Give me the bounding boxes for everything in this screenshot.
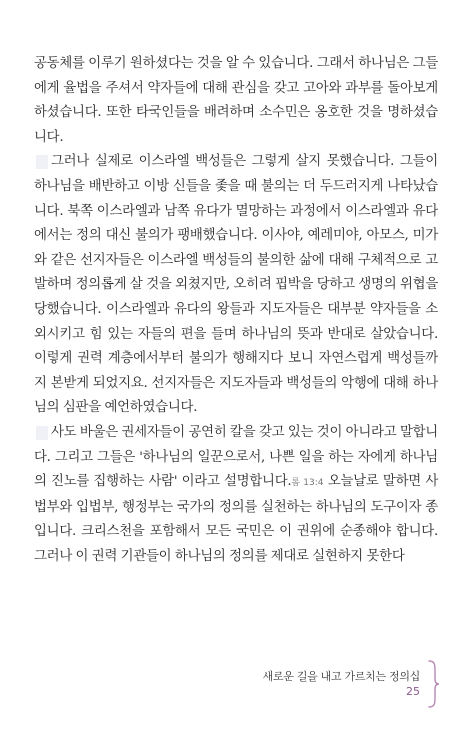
paragraph-1: 공동체를 이루기 원하셨다는 것을 알 수 있습니다. 그래서 하나님은 그들에게 율법을 주셔서 약자들에 대해 관심을 갖고 고아와 과부를 돌아보게 하셨습니다. 또한 타국인들을 배려하며 소수민은 옹호한 것을 명하셨습니다. [34,56,438,145]
scripture-reference: 롬 13:4 [291,478,324,489]
paragraph-3-text: 사도 바울은 권세자들이 공연히 칼을 갖고 있는 것이 아니라고 말합니다. 그리고 그들은 '하나님의 일꾼으로서, 나쁜 일을 하는 자에게 하나님의 진노를 집행하는 사람' 이라고 설명합니다. [34,424,438,490]
paragraph-marker [36,155,48,169]
running-title: 새로운 길을 내고 가르치는 정의십 [262,670,420,683]
body-text [34,52,438,569]
paragraph-2-text: 그러나 실제로 이스라엘 백성들은 그렇게 살지 못했습니다. 그들이 하나님을 배반하고 이방 신들을 좇을 때 불의는 더 두드러지게 나타났습니다. 북쪽 이스라엘과 남쪽 유다가 멸망하는 과정에서 이스라엘과 유다에서는 정의 대신 불의가 팽배했습니다. 이사야, 예레미야, 아모스, 미가와 같은 선지자들은 이스라엘 백성들의 불의한 삶에 대해 구체적으로 고발하며 정의롭게 살 것을 외쳤지만, 오히려 핍박을 당하고 생명의 위협을 당했습니다. 이스라엘과 유다의 왕들과 지도자들은 대부분 약자들을 소외시키고 힘 있는 자들의 편을 들며 하나님의 뜻과 반대로 살았습니다. 이렇게 권력 계층에서부터 불의가 행해지다 보니 자연스럽게 백성들까지 본받게 되었지요. 선지자들은 지도자들과 백성들의 악행에 대해 하나님의 심판을 예언하였습니다. [34,154,438,416]
paragraph-3 [34,421,438,570]
page-number: 25 [406,685,420,698]
paragraph-marker [36,426,48,440]
footer-text [263,669,420,699]
page-footer [263,658,440,710]
curly-brace-icon [426,659,440,709]
paragraph-3-continued: 오늘날로 말하면 사법부와 입법부, 행정부는 국가의 정의를 실천하는 하나님의 도구이자 종입니다. 크리스천을 포함해서 모든 국민은 이 권위에 순종해야 합니다. 그러나 이 권력 기관들이 하나님의 정의를 제대로 실현하지 못한다 [34,474,439,564]
paragraph-2 [34,150,438,421]
